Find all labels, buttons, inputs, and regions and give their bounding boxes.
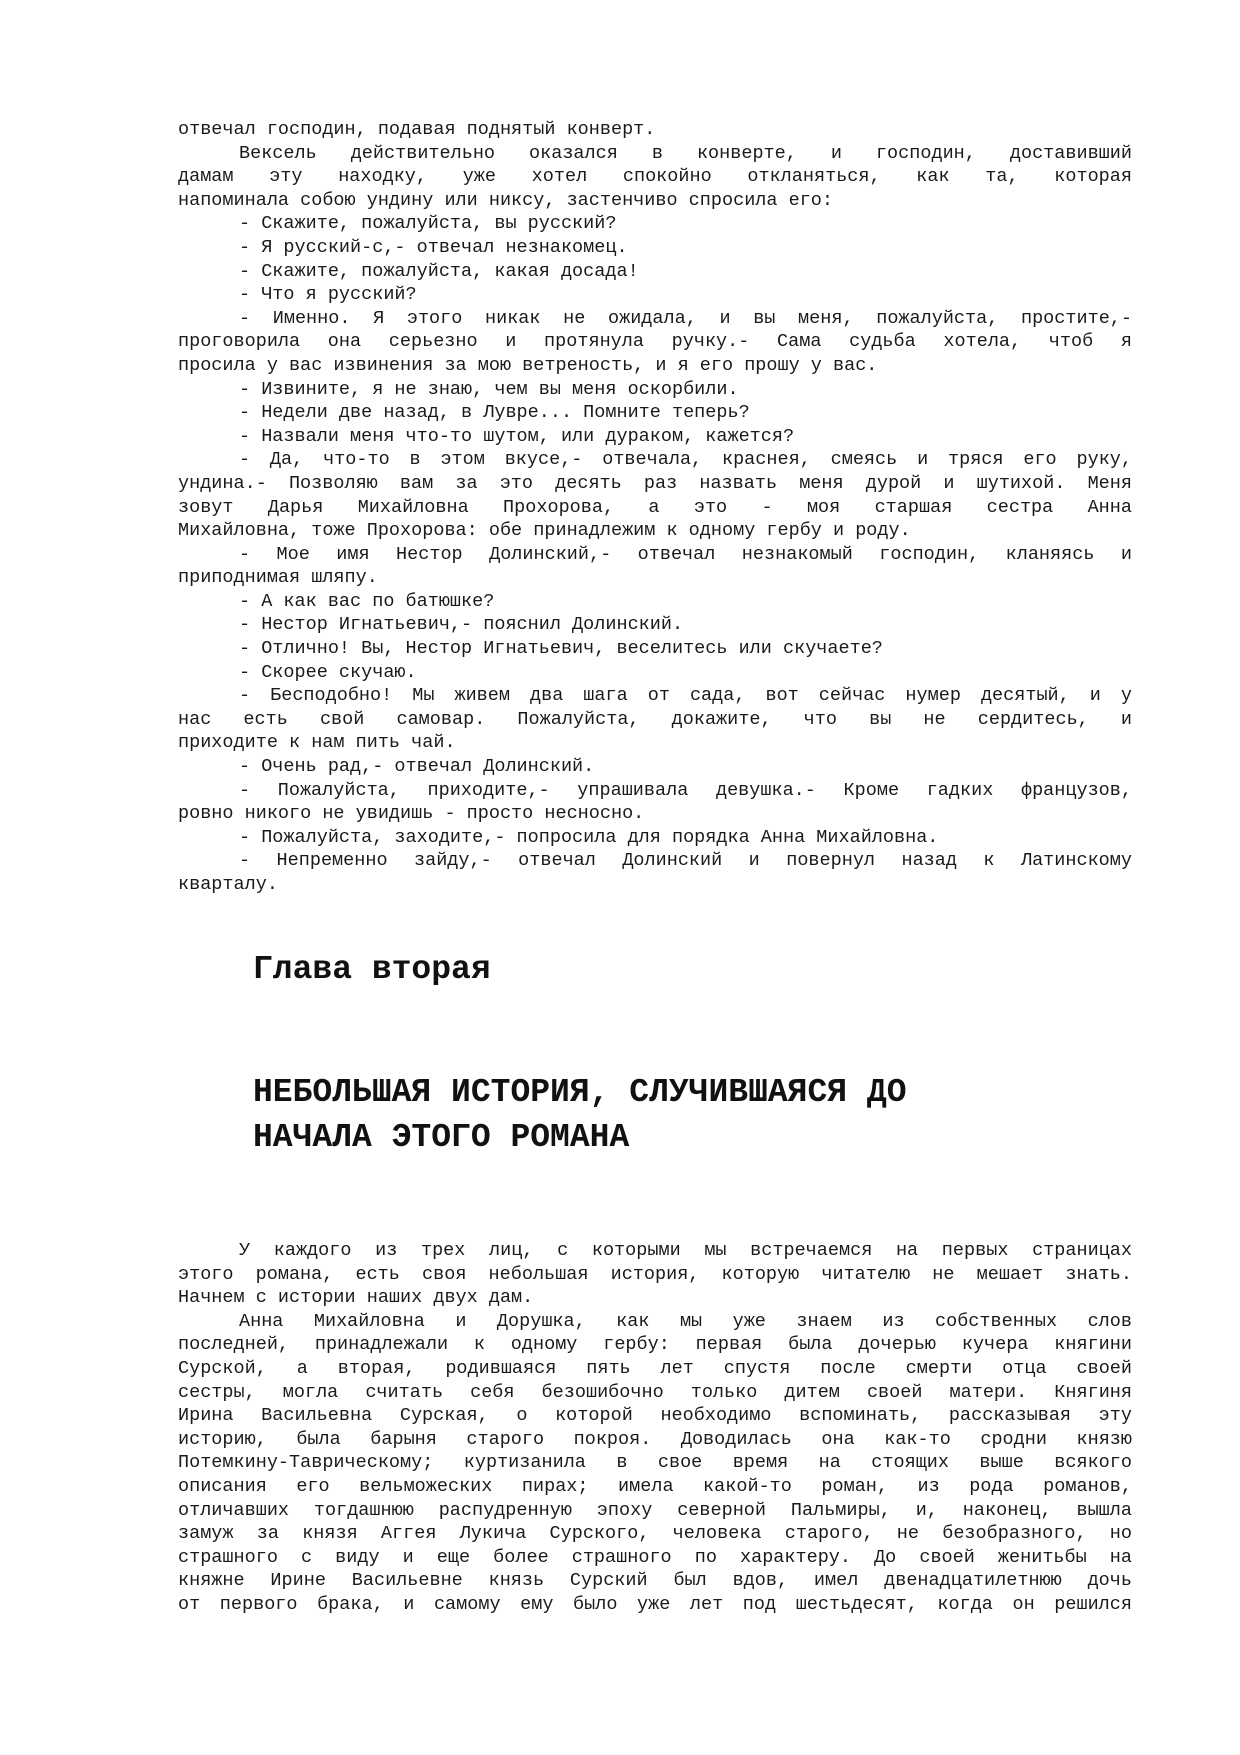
text-line: - Скажите, пожалуйста, вы русский? <box>239 213 617 235</box>
text-line: - Скорее скучаю. <box>239 661 417 683</box>
text-line: приподнимая шляпу. <box>178 567 378 589</box>
text-line: замуж за князя Аггея Лукича Сурского, человека старого, не безобразного, но <box>178 1523 1132 1545</box>
text-line: - Мое имя Нестор Долинский,- отвечал незнакомый господин, кланяясь и <box>239 543 1132 565</box>
text-line: ровно никого не увидишь - просто несносно. <box>178 803 645 825</box>
text-line: - Бесподобно! Мы живем два шага от сада, вот сейчас нумер десятый, и у <box>239 685 1132 707</box>
text-line: - Нестор Игнатьевич,- пояснил Долинский. <box>239 614 684 636</box>
text-block-dialogue <box>178 118 1132 897</box>
text-line: от первого брака, и самому ему было уже лет под шестьдесят, когда он решился <box>178 1593 1132 1615</box>
chapter-subtitle <box>253 1070 1113 1160</box>
text-line: - Именно. Я этого никак не ожидала, и вы меня, пожалуйста, простите,- <box>239 307 1132 329</box>
text-line: Михайловна, тоже Прохорова: обе принадлежим к одному гербу и роду. <box>178 520 911 542</box>
text-line: отличавших тогдашнюю распудренную эпоху северной Пальмиры, и, наконец, вышла <box>178 1499 1132 1521</box>
text-line: кварталу. <box>178 874 278 895</box>
text-line: Ирина Васильевна Сурская, о которой необходимо вспоминать, рассказывая эту <box>178 1405 1132 1427</box>
text-line: княжне Ирине Васильевне князь Сурский был вдов, имел двенадцатилетнюю дочь <box>178 1570 1132 1592</box>
text-line: - Очень рад,- отвечал Долинский. <box>239 756 595 778</box>
text-line: - Пожалуйста, заходите,- попросила для порядка Анна Михайловна. <box>239 826 939 848</box>
text-line: описания его вельможеских пирах; имела какой-то роман, из рода романов, <box>178 1475 1132 1497</box>
text-line: - Непременно зайду,- отвечал Долинский и повернул назад к Латинскому <box>239 850 1132 872</box>
text-line: - Пожалуйста, приходите,- упрашивала девушка.- Кроме гадких французов, <box>239 779 1132 801</box>
text-line: ундина.- Позволяю вам за это десять раз назвать меня дурой и шутихой. Меня <box>178 472 1132 494</box>
text-line: дамам эту находку, уже хотел спокойно откланяться, как та, которая <box>178 166 1132 188</box>
text-line: проговорила она серьезно и протянула ручку.- Сама судьба хотела, чтоб я <box>178 331 1132 353</box>
text-line: сестры, могла считать себя безошибочно только дитем своей матери. Княгиня <box>178 1381 1132 1403</box>
text-line: - Назвали меня что-то шутом, или дураком, кажется? <box>239 425 795 447</box>
chapter-title: Глава вторая <box>253 951 491 988</box>
text-line: У каждого из трех лиц, с которыми мы встречаемся на первых страницах <box>239 1240 1132 1261</box>
text-line: Сурской, а вторая, родившаяся пять лет спустя после смерти отца своей <box>178 1357 1132 1379</box>
text-line: этого романа, есть своя небольшая история, которую читателю не мешает знать. <box>178 1263 1132 1285</box>
text-line: - Я русский-с,- отвечал незнакомец. <box>239 236 628 258</box>
text-line: отвечал господин, подавая поднятый конверт. <box>178 119 656 140</box>
text-line: Начнем с истории наших двух дам. <box>178 1287 534 1309</box>
text-line: историю, была барыня старого покроя. Доводилась она как-то сродни князю <box>178 1428 1132 1450</box>
text-line: - Отлично! Вы, Нестор Игнатьевич, веселитесь или скучаете? <box>239 638 883 660</box>
chapter-subtitle-line-1: НЕБОЛЬШАЯ ИСТОРИЯ, СЛУЧИВШАЯСЯ ДО <box>253 1074 907 1111</box>
text-line: нас есть свой самовар. Пожалуйста, докажите, что вы не сердитесь, и <box>178 708 1132 730</box>
text-line: напоминала собою ундину или никсу, застенчиво спросила его: <box>178 189 834 211</box>
text-block-chapter-two <box>178 1239 1132 1617</box>
text-line: зовут Дарья Михайловна Прохорова, а это - моя старшая сестра Анна <box>178 496 1132 518</box>
text-line: - Извините, я не знаю, чем вы меня оскорбили. <box>239 378 739 400</box>
text-line: - Скажите, пожалуйста, какая досада! <box>239 260 639 282</box>
text-line: - Да, что-то в этом вкусе,- отвечала, краснея, смеясь и тряся его руку, <box>239 449 1132 471</box>
text-line: Анна Михайловна и Дорушка, как мы уже знаем из собственных слов <box>239 1310 1132 1332</box>
text-line: приходите к нам пить чай. <box>178 732 456 754</box>
text-line: Потемкину-Таврическому; куртизанила в свое время на стоящих выше всякого <box>178 1452 1132 1474</box>
text-line: Вексель действительно оказался в конверте, и господин, доставивший <box>239 142 1132 164</box>
text-line: - А как вас по батюшке? <box>239 590 495 612</box>
text-line: просила у вас извинения за мою ветреность, и я его прошу у вас. <box>178 354 878 376</box>
text-line: страшного с виду и еще более страшного по характеру. До своей женитьбы на <box>178 1546 1132 1568</box>
chapter-subtitle-line-2: НАЧАЛА ЭТОГО РОМАНА <box>253 1119 630 1156</box>
text-line: - Недели две назад, в Лувре... Помните теперь? <box>239 402 750 424</box>
text-line: последней, принадлежали к одному гербу: первая была дочерью кучера княгини <box>178 1334 1132 1356</box>
text-line: - Что я русский? <box>239 284 417 306</box>
